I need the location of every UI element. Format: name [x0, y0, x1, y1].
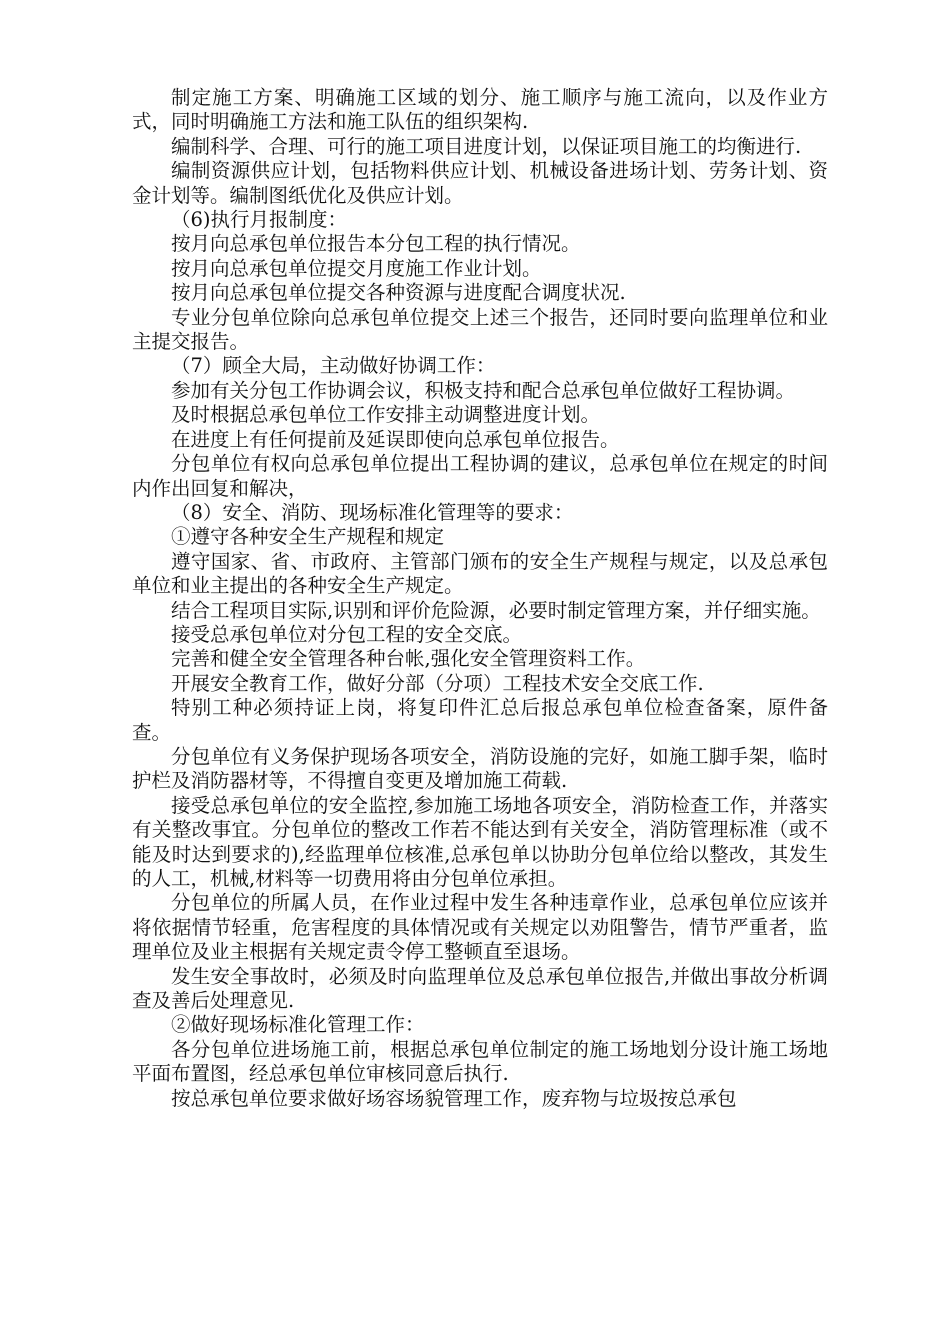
subsection-heading: ①遵守各种安全生产规程和规定	[171, 525, 445, 549]
paragraph: 及时根据总承包单位工作安排主动调整进度计划。	[171, 403, 601, 427]
paragraph: 开展安全教育工作，做好分部（分项）工程技术安全交底工作.	[171, 671, 704, 695]
paragraph: 接受总承包单位对分包工程的安全交底。	[171, 622, 523, 646]
paragraph: 结合工程项目实际,识别和评价危险源，必要时制定管理方案，并仔细实施。	[171, 598, 821, 622]
paragraph: 遵守国家、省、市政府、主管部门颁布的安全生产规程与规定，以及总承包单位和业主提出的各种安全生产规定。	[132, 549, 828, 598]
paragraph: 按总承包单位要求做好场容场貌管理工作，废弃物与垃圾按总承包	[171, 1086, 737, 1110]
paragraph: 参加有关分包工作协调会议，积极支持和配合总承包单位做好工程协调。	[171, 378, 796, 402]
paragraph: 完善和健全安全管理各种台帐,强化安全管理资料工作。	[171, 647, 646, 671]
paragraph: 专业分包单位除向总承包单位提交上述三个报告，还同时要向监理单位和业主提交报告。	[132, 305, 828, 354]
section-heading: （8）安全、消防、现场标准化管理等的要求：	[171, 500, 574, 524]
paragraph: 按月向总承包单位报告本分包工程的执行情况。	[171, 232, 581, 256]
paragraph: 分包单位的所属人员，在作业过程中发生各种违章作业，总承包单位应该并将依据情节轻重，危害程度的具体情况或有关规定以劝阻警告，情节严重者，监理单位及业主根据有关规定责令停工整顿直至退场。	[132, 891, 828, 964]
paragraph: 特别工种必须持证上岗，将复印件汇总后报总承包单位检查备案，原件备查。	[132, 696, 828, 744]
paragraph: 分包单位有权向总承包单位提出工程协调的建议，总承包单位在规定的时间内作出回复和解决，	[132, 452, 828, 500]
paragraph: 各分包单位进场施工前，根据总承包单位制定的施工场地划分设计施工场地平面布置图，经总承包单位审核同意后执行.	[132, 1037, 828, 1086]
section-heading: （6)执行月报制度：	[171, 208, 348, 232]
paragraph: 接受总承包单位的安全监控,参加施工场地各项安全，消防检查工作，并落实有关整改事宜。分包单位的整改工作若不能达到有关安全，消防管理标准（或不能及时达到要求的),经监理单位核准,总承包单以协助分包单位给以整改，其发生的人工，机械,材料等一切费用将由分包单位承担。	[132, 793, 828, 890]
subsection-heading: ②做好现场标准化管理工作：	[171, 1013, 425, 1037]
paragraph: 在进度上有任何提前及延误即使向总承包单位报告。	[171, 427, 620, 451]
document-page	[132, 86, 828, 1111]
paragraph: 编制科学、合理、可行的施工项目进度计划，以保证项目施工的均衡进行.	[171, 134, 802, 158]
paragraph: 编制资源供应计划，包括物料供应计划、机械设备进场计划、劳务计划、资金计划等。编制图纸优化及供应计划。	[132, 159, 828, 207]
paragraph: 按月向总承包单位提交月度施工作业计划。	[171, 256, 542, 280]
paragraph: 发生安全事故时，必须及时向监理单位及总承包单位报告,并做出事故分析调查及善后处理意见.	[132, 964, 828, 1013]
paragraph: 分包单位有义务保护现场各项安全，消防设施的完好，如施工脚手架，临时护栏及消防器材等，不得擅自变更及增加施工荷载.	[132, 744, 828, 793]
section-heading: （7）顾全大局，主动做好协调工作：	[171, 354, 496, 378]
paragraph: 按月向总承包单位提交各种资源与进度配合调度状况.	[171, 281, 626, 305]
paragraph: 制定施工方案、明确施工区域的划分、施工顺序与施工流向，以及作业方式，同时明确施工方法和施工队伍的组织架构.	[132, 86, 828, 134]
